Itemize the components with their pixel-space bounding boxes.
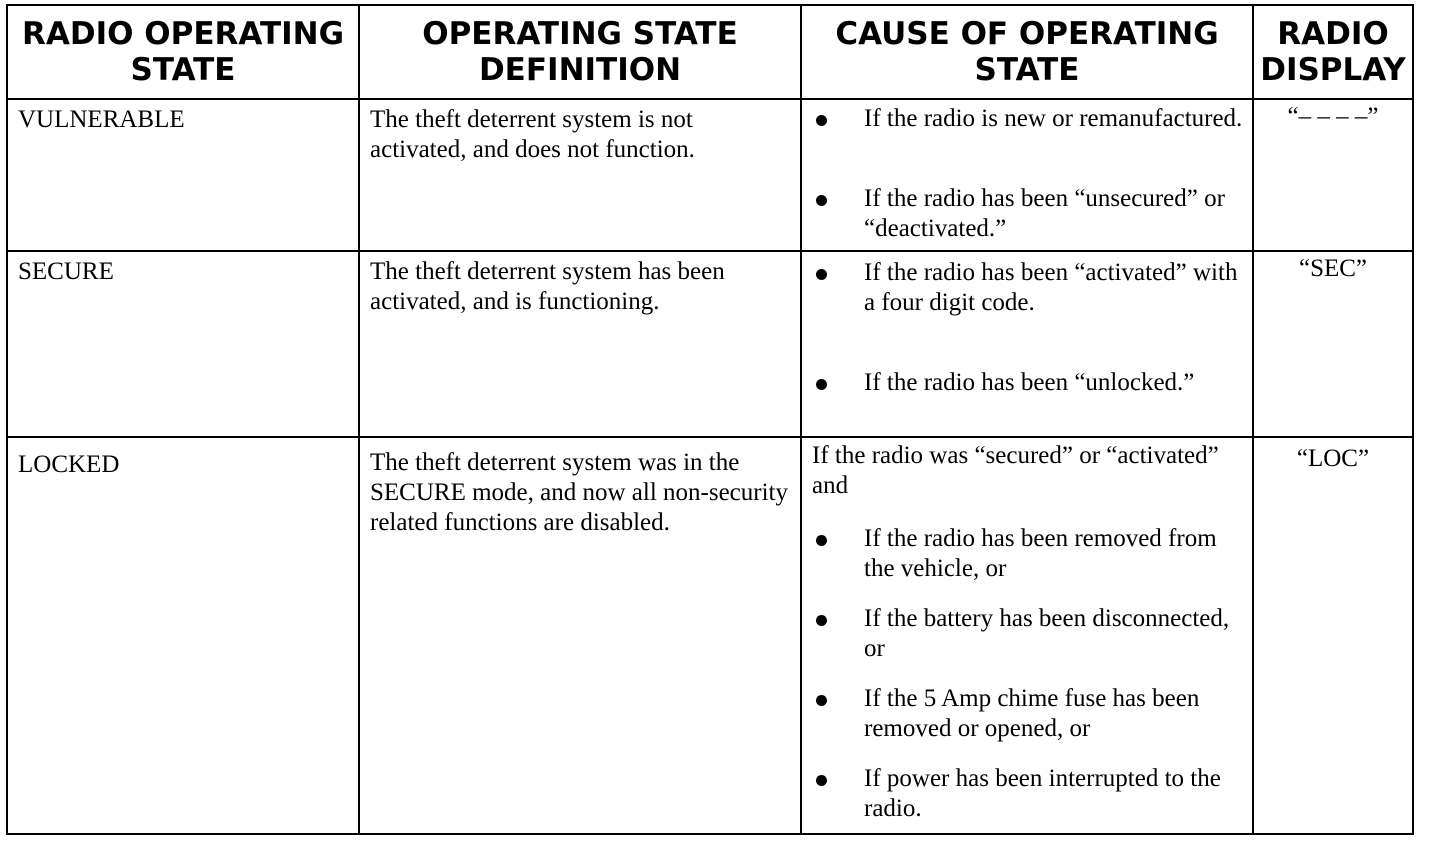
definition-cell bbox=[360, 252, 802, 436]
bullet-icon bbox=[816, 535, 827, 546]
cause-text: If the radio has been “unlocked.” bbox=[864, 369, 1195, 396]
state-cell bbox=[8, 252, 360, 436]
state-cell bbox=[8, 100, 360, 250]
cause-text: If power has been interrupted to the radio. bbox=[864, 765, 1221, 822]
bullet-icon bbox=[816, 379, 827, 390]
header-line: CAUSE OF OPERATING bbox=[835, 16, 1219, 52]
definition-cell bbox=[360, 438, 802, 833]
header-line: STATE bbox=[974, 52, 1080, 88]
header-line: DEFINITION bbox=[478, 52, 682, 88]
radio-display-value: “LOC” bbox=[1296, 445, 1370, 472]
display-cell bbox=[1254, 100, 1412, 250]
cause-text: If the 5 Amp chime fuse has been removed or opened, or bbox=[864, 685, 1200, 742]
cause-text: If the battery has been disconnected, or bbox=[864, 605, 1230, 662]
header-line: OPERATING STATE bbox=[422, 16, 738, 52]
cause-intro: If the radio was “secured” or “activated” and bbox=[812, 442, 1219, 499]
table-row-vulnerable bbox=[8, 100, 1412, 252]
state-definition: The theft deterrent system was in the SECURE mode, and now all non-security related functions are disabled. bbox=[370, 449, 788, 536]
display-cell bbox=[1254, 438, 1412, 833]
table-row-secure bbox=[8, 252, 1412, 438]
bullet-icon bbox=[816, 115, 827, 126]
bullet-icon bbox=[816, 615, 827, 626]
cause-text: If the radio has been “activated” with a four digit code. bbox=[864, 259, 1238, 316]
table-header-row bbox=[8, 6, 1412, 100]
header-cause-of-operating-state bbox=[802, 6, 1254, 98]
header-radio-display bbox=[1254, 6, 1412, 98]
cause-text: If the radio is new or remanufactured. bbox=[864, 105, 1243, 132]
cause-cell bbox=[802, 252, 1254, 436]
header-operating-state-definition bbox=[360, 6, 802, 98]
cause-text: If the radio has been “unsecured” or “deactivated.” bbox=[864, 185, 1225, 242]
bullet-icon bbox=[816, 195, 827, 206]
state-name: SECURE bbox=[18, 258, 114, 285]
radio-state-table bbox=[6, 4, 1414, 835]
bullet-icon bbox=[816, 695, 827, 706]
bullet-icon bbox=[816, 775, 827, 786]
state-definition: The theft deterrent system has been activated, and is functioning. bbox=[370, 258, 725, 315]
state-name: LOCKED bbox=[18, 451, 120, 478]
table-row-locked bbox=[8, 438, 1412, 833]
state-definition: The theft deterrent system is not activated, and does not function. bbox=[370, 106, 695, 163]
radio-display-value: “SEC” bbox=[1298, 255, 1368, 282]
state-name: VULNERABLE bbox=[18, 106, 185, 133]
header-line: DISPLAY bbox=[1260, 52, 1406, 88]
definition-cell bbox=[360, 100, 802, 250]
radio-display-value: “– – – –” bbox=[1287, 103, 1379, 130]
bullet-icon bbox=[816, 269, 827, 280]
cause-cell bbox=[802, 438, 1254, 833]
header-line: STATE bbox=[130, 52, 236, 88]
header-line: RADIO OPERATING bbox=[21, 16, 345, 52]
cause-text: If the radio has been removed from the vehicle, or bbox=[864, 525, 1217, 582]
state-cell bbox=[8, 438, 360, 833]
header-radio-operating-state bbox=[8, 6, 360, 98]
header-line: RADIO bbox=[1277, 16, 1389, 52]
cause-cell bbox=[802, 100, 1254, 250]
display-cell bbox=[1254, 252, 1412, 436]
